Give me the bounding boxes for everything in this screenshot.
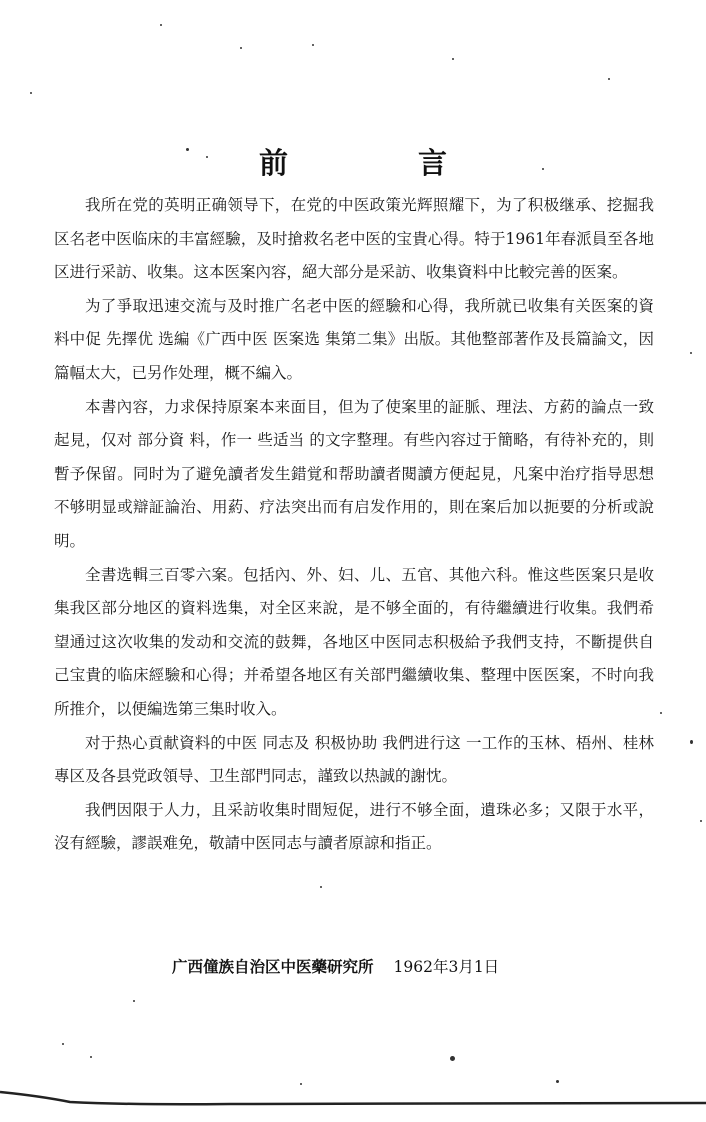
page-title: 前 言 <box>258 146 508 181</box>
paragraph-6: 我們因限于人力，且采訪收集时間短促，进行不够全面，遺珠必多；又限于水平，沒有經驗，謬誤难免，敬請中医同志与讀者原諒和指正。 <box>54 800 654 853</box>
signature-line <box>172 955 642 977</box>
page-bottom-edge <box>0 1090 706 1110</box>
signature-date: 1962年3月1日 <box>393 958 500 976</box>
paragraph-3: 本書內容，力求保持原案本来面目，但为了使案里的証脈、理法、方葯的論点一致起見，仅对 部分資 料，作一 些适当 的文字整理。有些內容过于簡略，有待补充的，則暫予保留。同时为了避免讀者发生錯覚和帮助讀者閱讀方便起見，凡案中治疗指导思想不够明显或辯証論治、用葯、疗法突出而有启发作用的，則在案后加以扼要的分析或說明。 <box>54 397 654 550</box>
preface-body <box>54 189 654 861</box>
paragraph-5: 对于热心貢献資料的中医 同志及 积极协助 我們进行这 一工作的玉林、梧州、桂林專区及各县党政領导、卫生部門同志，謹致以热誠的謝忱。 <box>54 733 654 786</box>
paragraph-4: 全書选輯三百零六案。包括內、外、妇、儿、五官、其他六科。惟这些医案只是收集我区部分地区的資料选集，对全区来說，是不够全面的，有待繼續进行收集。我們希望通过这次收集的发动和交流的鼓舞，各地区中医同志积极給予我們支持，不斷提供自己宝貴的临床經驗和心得；并希望各地区有关部門繼續收集、整理中医医案，不时向我所推介，以便編选第三集时收入。 <box>54 565 654 718</box>
signature-institution: 广西僮族自治区中医藥研究所 <box>172 957 374 976</box>
paragraph-2: 为了爭取迅速交流与及时推广名老中医的經驗和心得，我所就已收集有关医案的資料中促 先擇优 选編《广西中医 医案选 集第二集》出版。其他整部著作及長篇論文，因篇幅太大，已另作处理，概不編入。 <box>54 296 654 382</box>
paragraph-1: 我所在党的英明正确领导下，在党的中医政策光辉照耀下，为了积极继承、挖掘我区名老中医临床的丰富經驗，及时搶救名老中医的宝貴心得。特于1961年春派員至各地区进行采訪、收集。这本医案內容，絕大部分是采訪、收集資料中比較完善的医案。 <box>54 196 654 282</box>
